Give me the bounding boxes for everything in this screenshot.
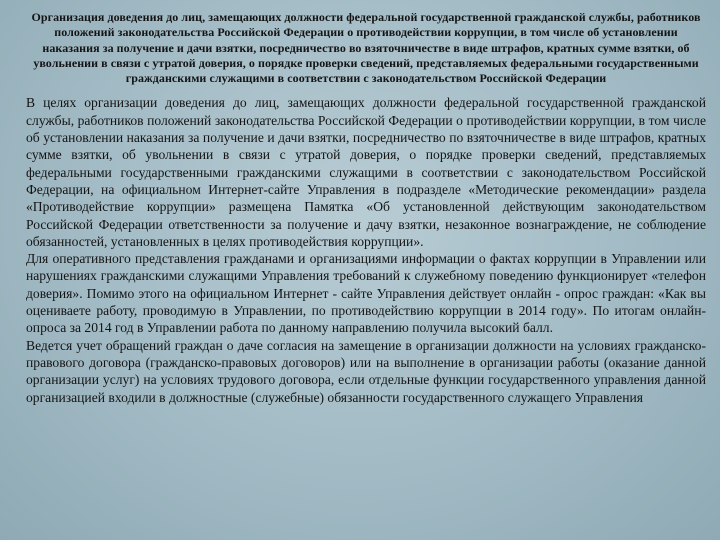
slide-title: Организация доведения до лиц, замещающих должности федеральной государственной гражданской службы, работников положений законодательства Российской Федерации о противодействии коррупции, в том числе об установлении наказания за получение и дачи взятки, посредничество во взяточничестве в виде штрафов, кратных сумме взятки, об увольнении в связи с утратой доверия, о порядке проверки сведений, представляемых федеральными государственными гражданскими служащими в соответствии с законодательством Российской Федерации bbox=[31, 10, 701, 86]
paragraph-consent-records: Ведется учет обращений граждан о даче согласия на замещение в организации должности на условиях гражданско-правового договора (гражданско-правовых договоров) или на выполнение в организации работы (оказание данной организации услуг) на условиях трудового договора, если отдельные функции государственного управления данной организацией входили в должностные (служебные) обязанности государственного служащего Управления bbox=[26, 337, 706, 405]
paragraph-hotline: Для оперативного представления гражданами и организациями информации о фактах коррупции в Управлении или нарушениях гражданскими служащими Управления требований к служебному поведению функционирует «телефон доверия». Помимо этого на официальном Интернет - сайте Управления действует онлайн - опрос граждан: «Как вы оцениваете работу, проводимую в Управлении, по противодействию коррупции в 2014 году». По итогам онлайн-опроса за 2014 год в Управлении работа по данному направлению получила высокий балл. bbox=[26, 251, 706, 336]
paragraph-ethics-notice: В целях организации доведения до лиц, замещающих должности федеральной государственной гражданской службы, работников положений законодательства Российской Федерации о противодействии коррупции, в том числе об установлении наказания за получение и дачи взятки, посредничество по взяточничестве в виде штрафов, кратных сумме взятки, об увольнении в связи с утратой доверия, о порядке проверки сведений, представляемых федеральными государственными гражданскими служащими в соответствии с законодательством Российской Федерации, на официальном Интернет-сайте Управления в подразделе «Методические рекомендации» раздела «Противодействие коррупции» размещена Памятка «Об установленной действующим законодательством Российской Федерации ответственности за получение и дачу взятки, незаконное вознаграждение, не соблюдение обязанностей, установленных в целях противодействия коррупции». bbox=[26, 95, 706, 249]
slide-body bbox=[26, 94, 706, 405]
